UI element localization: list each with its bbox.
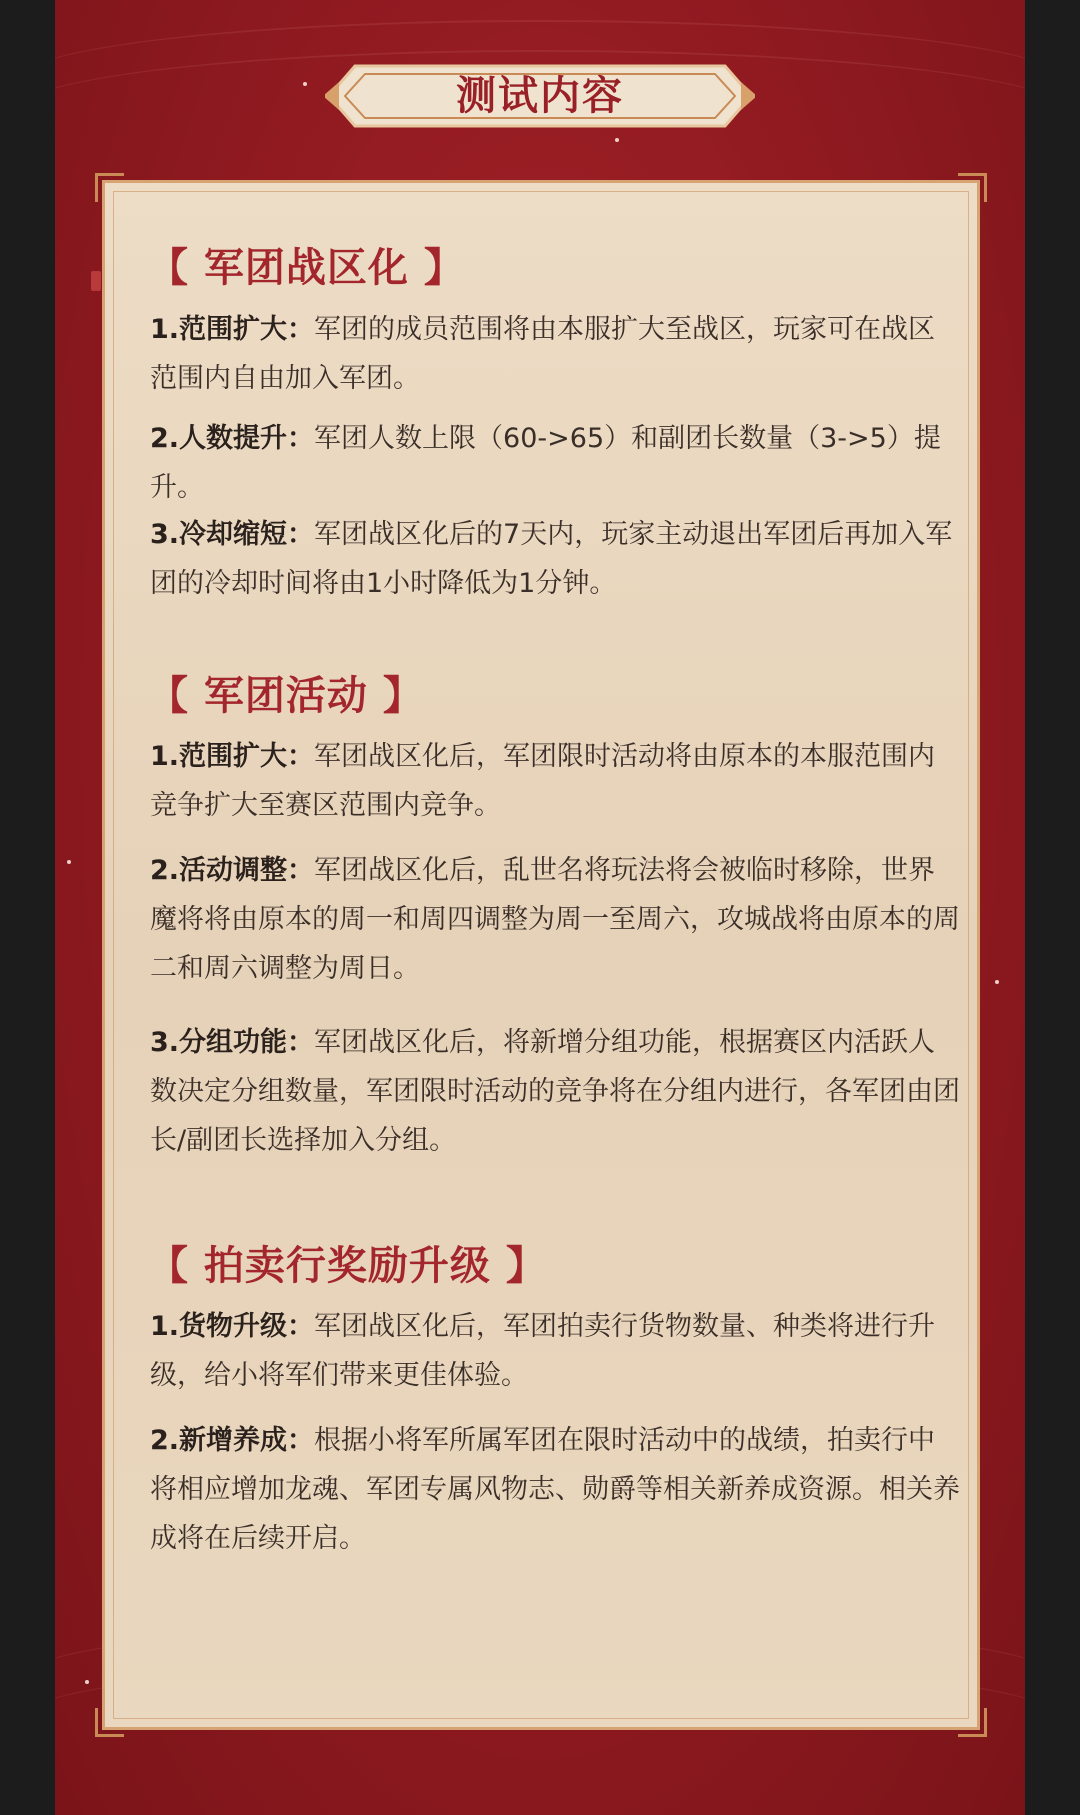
item-label: 2.新增养成：: [150, 1425, 315, 1456]
list-item: [150, 1018, 960, 1165]
corner-ornament: [95, 1708, 124, 1737]
list-item: [150, 510, 960, 608]
list-item: [150, 305, 960, 403]
title-banner: [325, 62, 755, 130]
star-dot: [615, 138, 619, 142]
item-text: 军团的成员范围将由本服扩大至战区，玩家可在战区范围内自由加入军团。: [150, 314, 936, 394]
corner-ornament: [958, 173, 987, 202]
item-label: 1.货物升级：: [150, 1311, 315, 1342]
item-text: 军团战区化后，军团拍卖行货物数量、种类将进行升级，给小将军们带来更佳体验。: [150, 1311, 936, 1391]
item-label: 1.范围扩大：: [150, 314, 315, 345]
list-item: [150, 1302, 960, 1400]
item-text: 军团战区化后，军团限时活动将由原本的本服范围内竞争扩大至赛区范围内竞争。: [150, 741, 936, 821]
star-dot: [303, 82, 307, 86]
list-item: [150, 414, 960, 512]
banner-title: 测试内容: [456, 72, 624, 119]
star-dot: [85, 1680, 89, 1684]
item-label: 1.范围扩大：: [150, 741, 315, 772]
item-text: 军团战区化后的7天内，玩家主动退出军团后再加入军团的冷却时间将由1小时降低为1分钟。: [150, 519, 953, 599]
list-item: [150, 732, 960, 830]
item-text: 根据小将军所属军团在限时活动中的战绩，拍卖行中将相应增加龙魂、军团专属风物志、勋爵等相关新养成资源。相关养成将在后续开启。: [150, 1425, 960, 1554]
star-dot: [67, 860, 71, 864]
item-text: 军团战区化后，将新增分组功能，根据赛区内活跃人数决定分组数量，军团限时活动的竞争将在分组内进行，各军团由团长/副团长选择加入分组。: [150, 1027, 960, 1156]
item-text: 军团战区化后，乱世名将玩法将会被临时移除，世界魔将将由原本的周一和周四调整为周一至周六，攻城战将由原本的周二和周六调整为周日。: [150, 855, 960, 984]
section-title: 【 军团活动 】: [148, 673, 424, 719]
item-label: 2.活动调整：: [150, 855, 315, 886]
section-title: 【 拍卖行奖励升级 】: [148, 1243, 547, 1289]
item-label: 3.冷却缩短：: [150, 519, 315, 550]
corner-ornament: [95, 173, 124, 202]
item-text: 军团人数上限（60->65）和副团长数量（3->5）提升。: [150, 423, 941, 503]
side-ornament: [91, 271, 101, 291]
star-dot: [995, 980, 999, 984]
section-title: 【 军团战区化 】: [148, 245, 465, 291]
item-label: 3.分组功能：: [150, 1027, 315, 1058]
list-item: [150, 1416, 960, 1563]
corner-ornament: [958, 1708, 987, 1737]
item-label: 2.人数提升：: [150, 423, 315, 454]
list-item: [150, 846, 960, 993]
